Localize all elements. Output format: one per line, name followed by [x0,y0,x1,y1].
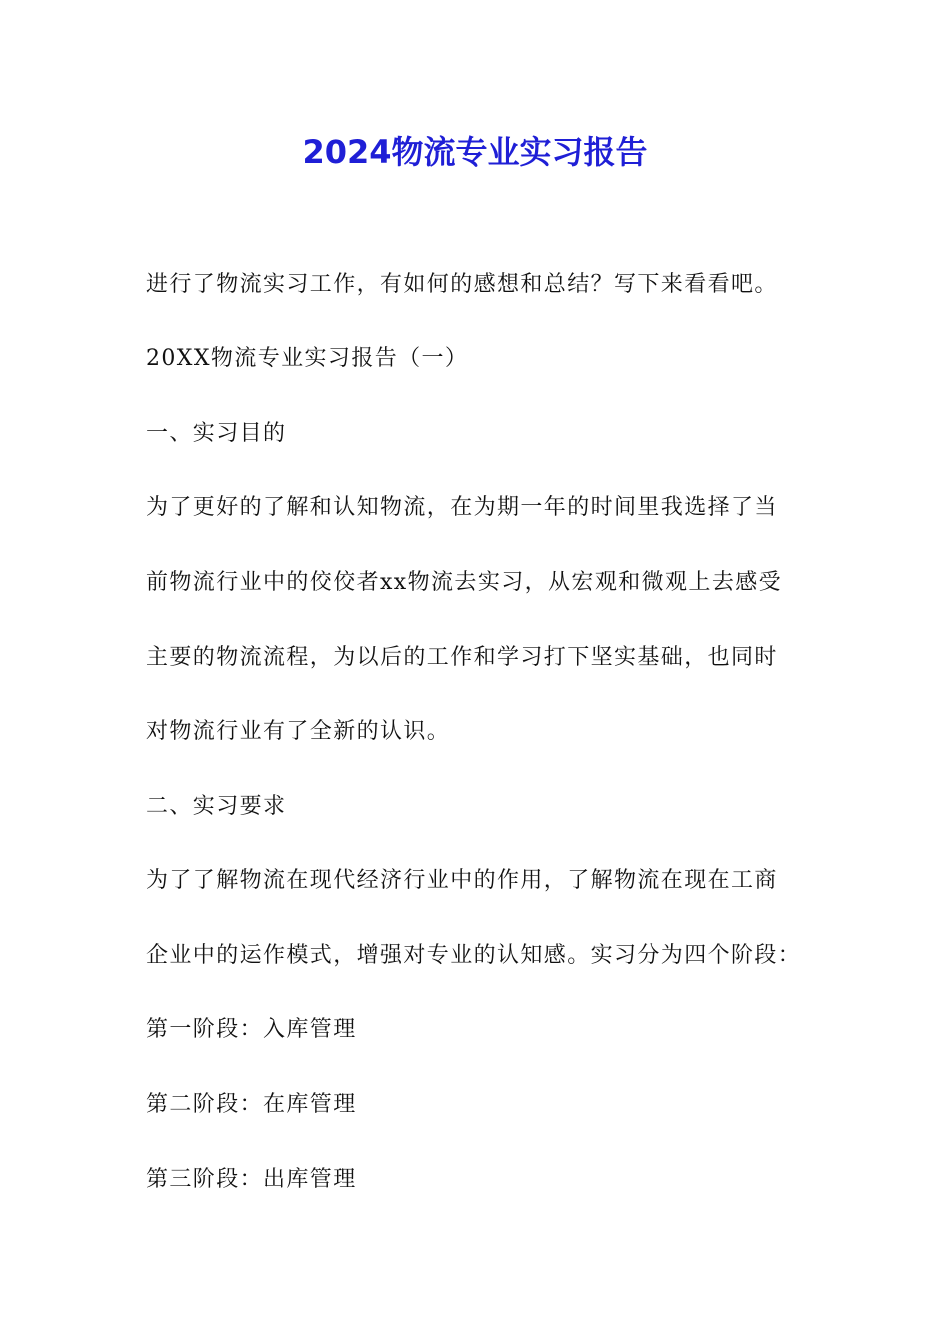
paragraph-line: 为了更好的了解和认知物流，在为期一年的时间里我选择了当 [146,495,778,520]
section-heading-purpose: 一、实习目的 [146,421,287,446]
paragraph-line: 主要的物流流程，为以后的工作和学习打下坚实基础，也同时 [146,645,778,670]
report-subtitle: 20XX物流专业实习报告（一） [146,346,469,371]
stage-item: 第二阶段：在库管理 [146,1092,357,1117]
document-title: 2024物流专业实习报告 [302,133,648,171]
paragraph-line: 对物流行业有了全新的认识。 [146,719,451,744]
paragraph-line: 企业中的运作模式，增强对专业的认知感。实习分为四个阶段： [146,943,802,968]
stage-item: 第三阶段：出库管理 [146,1167,357,1192]
stage-item: 第一阶段：入库管理 [146,1017,357,1042]
section-heading-requirements: 二、实习要求 [146,794,287,819]
paragraph-line: 前物流行业中的佼佼者xx物流去实习，从宏观和微观上去感受 [146,570,783,595]
intro-line: 进行了物流实习工作，有如何的感想和总结？写下来看看吧。 [146,272,778,297]
paragraph-line: 为了了解物流在现代经济行业中的作用，了解物流在现在工商 [146,868,778,893]
